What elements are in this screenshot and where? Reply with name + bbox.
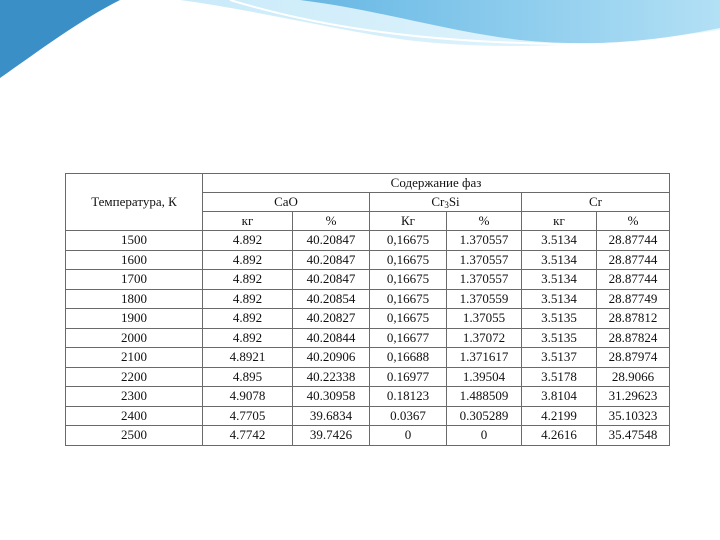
cao-mass-cell: 4.8921 <box>203 348 293 368</box>
cr3si-mass-cell: 0.16977 <box>370 367 447 387</box>
cr-mass-cell: 3.5178 <box>522 367 597 387</box>
cao-percent-cell: 40.20844 <box>293 328 370 348</box>
cao-percent-cell: 40.22338 <box>293 367 370 387</box>
table-body <box>66 231 670 446</box>
cr3si-mass-cell: 0,16675 <box>370 250 447 270</box>
cr-mass-cell: 4.2616 <box>522 426 597 446</box>
cao-percent-cell: 40.30958 <box>293 387 370 407</box>
phase-header-cao: CaO <box>203 193 370 212</box>
header-wave-left <box>0 0 120 78</box>
cr3si-percent-cell: 1.488509 <box>447 387 522 407</box>
cr3si-percent-cell: 1.37072 <box>447 328 522 348</box>
cr3si-percent-cell: 1.370557 <box>447 231 522 251</box>
cr-percent-cell: 31.29623 <box>597 387 670 407</box>
cao-mass-cell: 4.892 <box>203 231 293 251</box>
cr3si-mass-cell: 0,16675 <box>370 289 447 309</box>
phase-content-table <box>65 173 670 446</box>
cr3si-percent-cell: 0.305289 <box>447 406 522 426</box>
cao-percent-cell: 40.20854 <box>293 289 370 309</box>
cr-mass-cell: 4.2199 <box>522 406 597 426</box>
cao-percent-cell: 39.7426 <box>293 426 370 446</box>
unit-header-cr3si-percent: % <box>447 212 522 231</box>
cr3si-mass-cell: 0.0367 <box>370 406 447 426</box>
table-row <box>66 309 670 329</box>
temperature-cell: 2500 <box>66 426 203 446</box>
temperature-cell: 2000 <box>66 328 203 348</box>
cr3si-mass-cell: 0,16675 <box>370 231 447 251</box>
table-row <box>66 406 670 426</box>
temperature-cell: 1700 <box>66 270 203 290</box>
cao-mass-cell: 4.892 <box>203 270 293 290</box>
cr-mass-cell: 3.5135 <box>522 309 597 329</box>
unit-header-cr3si-mass: Кг <box>370 212 447 231</box>
unit-header-cr-mass: кг <box>522 212 597 231</box>
cr3si-mass-cell: 0.18123 <box>370 387 447 407</box>
cr3si-percent-cell: 1.371617 <box>447 348 522 368</box>
cr-percent-cell: 28.87812 <box>597 309 670 329</box>
cr-percent-cell: 28.87824 <box>597 328 670 348</box>
unit-header-cr-percent: % <box>597 212 670 231</box>
table-row <box>66 250 670 270</box>
cao-percent-cell: 40.20827 <box>293 309 370 329</box>
cr-percent-cell: 28.87749 <box>597 289 670 309</box>
table-row <box>66 367 670 387</box>
cr-percent-cell: 28.87744 <box>597 270 670 290</box>
cao-percent-cell: 40.20847 <box>293 270 370 290</box>
cr-percent-cell: 28.87744 <box>597 250 670 270</box>
phase-header-cr: Cr <box>522 193 670 212</box>
cao-mass-cell: 4.892 <box>203 328 293 348</box>
cr3si-percent-cell: 1.370557 <box>447 250 522 270</box>
cr-mass-cell: 3.5134 <box>522 289 597 309</box>
cr3si-mass-cell: 0,16675 <box>370 270 447 290</box>
cr3si-percent-cell: 1.370559 <box>447 289 522 309</box>
cao-mass-cell: 4.7705 <box>203 406 293 426</box>
cr3si-mass-cell: 0,16688 <box>370 348 447 368</box>
table-row <box>66 348 670 368</box>
temperature-cell: 1600 <box>66 250 203 270</box>
cao-mass-cell: 4.892 <box>203 289 293 309</box>
cr-mass-cell: 3.5137 <box>522 348 597 368</box>
cr3si-percent-cell: 0 <box>447 426 522 446</box>
temperature-header: Температура, К <box>66 174 203 231</box>
cao-percent-cell: 40.20906 <box>293 348 370 368</box>
temperature-cell: 2200 <box>66 367 203 387</box>
cr3si-percent-cell: 1.370557 <box>447 270 522 290</box>
table-row <box>66 289 670 309</box>
cr-percent-cell: 35.47548 <box>597 426 670 446</box>
cao-mass-cell: 4.895 <box>203 367 293 387</box>
cr3si-percent-cell: 1.39504 <box>447 367 522 387</box>
temperature-cell: 2300 <box>66 387 203 407</box>
cr3si-percent-cell: 1.37055 <box>447 309 522 329</box>
cr-percent-cell: 28.87744 <box>597 231 670 251</box>
header-wave-decoration <box>0 0 720 90</box>
unit-header-cao-percent: % <box>293 212 370 231</box>
cr-percent-cell: 28.87974 <box>597 348 670 368</box>
phase-content-table-container <box>65 173 669 446</box>
cr3si-mass-cell: 0 <box>370 426 447 446</box>
cr-mass-cell: 3.5134 <box>522 231 597 251</box>
temperature-cell: 1900 <box>66 309 203 329</box>
cr-mass-cell: 3.5134 <box>522 270 597 290</box>
temperature-cell: 1800 <box>66 289 203 309</box>
cao-mass-cell: 4.9078 <box>203 387 293 407</box>
temperature-cell: 2100 <box>66 348 203 368</box>
phase-content-header: Содержание фаз <box>203 174 670 193</box>
cao-percent-cell: 40.20847 <box>293 250 370 270</box>
cr3si-mass-cell: 0,16675 <box>370 309 447 329</box>
table-row <box>66 231 670 251</box>
cr-percent-cell: 28.9066 <box>597 367 670 387</box>
phase-header-cr3si: $Cr_3Si$ <box>370 193 522 212</box>
cr-mass-cell: 3.5134 <box>522 250 597 270</box>
cao-mass-cell: 4.7742 <box>203 426 293 446</box>
cao-percent-cell: 40.20847 <box>293 231 370 251</box>
table-row <box>66 387 670 407</box>
cao-percent-cell: 39.6834 <box>293 406 370 426</box>
temperature-cell: 1500 <box>66 231 203 251</box>
cr3si-mass-cell: 0,16677 <box>370 328 447 348</box>
cao-mass-cell: 4.892 <box>203 309 293 329</box>
cr-mass-cell: 3.5135 <box>522 328 597 348</box>
cr-percent-cell: 35.10323 <box>597 406 670 426</box>
temperature-cell: 2400 <box>66 406 203 426</box>
cr-mass-cell: 3.8104 <box>522 387 597 407</box>
table-row <box>66 328 670 348</box>
unit-header-cao-mass: кг <box>203 212 293 231</box>
table-row <box>66 426 670 446</box>
table-row <box>66 270 670 290</box>
cao-mass-cell: 4.892 <box>203 250 293 270</box>
